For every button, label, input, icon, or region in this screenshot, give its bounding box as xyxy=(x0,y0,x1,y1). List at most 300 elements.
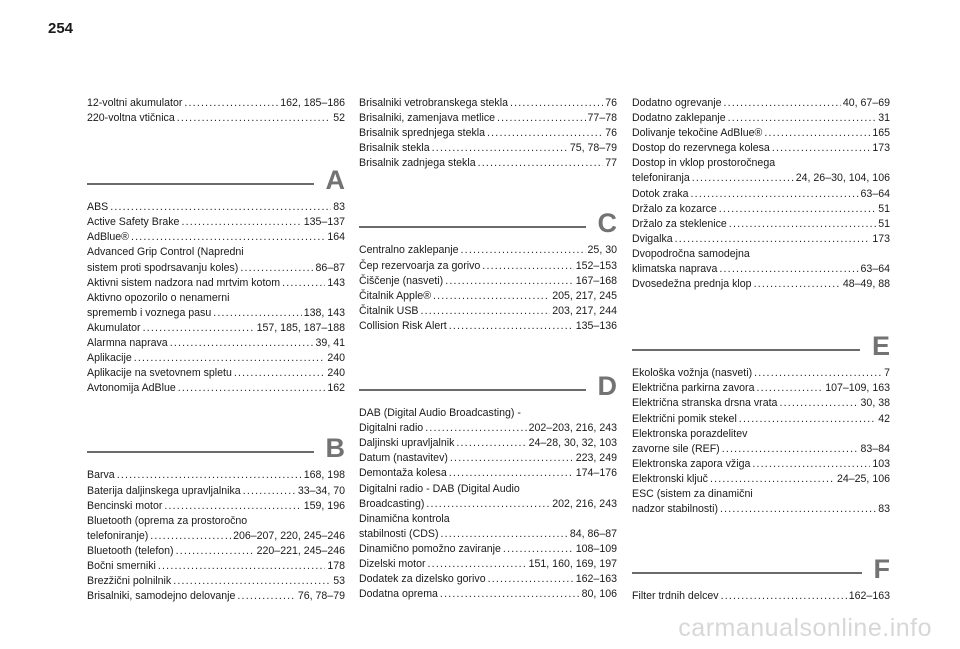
section-letter: A xyxy=(325,165,345,196)
index-entry xyxy=(359,557,617,572)
index-pages: 76, 78–79 xyxy=(297,590,345,603)
dot-leader xyxy=(150,529,231,544)
section-rule xyxy=(87,183,314,185)
index-entry xyxy=(359,274,617,289)
index-entry-line: Bluetooth (oprema za prostoročno xyxy=(87,514,248,527)
index-entry xyxy=(632,96,890,111)
index-entry-line: Digitalni radio - DAB (Digital Audio xyxy=(359,482,520,495)
index-pages: 83–84 xyxy=(860,442,890,455)
index-entry xyxy=(87,276,345,291)
index-term: Datum (nastavitev) xyxy=(359,452,448,465)
dot-leader xyxy=(234,366,325,381)
index-term: Bočni smerniki xyxy=(87,559,156,572)
index-entry-row xyxy=(87,589,345,604)
dot-leader xyxy=(754,277,841,292)
index-entry-row xyxy=(632,412,890,427)
index-pages: 205, 217, 245 xyxy=(552,289,617,302)
index-entry xyxy=(87,484,345,499)
index-term: Demontaža kolesa xyxy=(359,467,447,480)
index-entry-row xyxy=(359,451,617,466)
index-term: Filter trdnih delcev xyxy=(632,590,719,603)
index-pages: 206–207, 220, 245–246 xyxy=(233,529,345,542)
index-pages: 108–109 xyxy=(575,542,617,555)
index-entry-row xyxy=(87,321,345,336)
index-entry-row xyxy=(87,468,345,483)
index-entry-row xyxy=(87,544,345,559)
index-entry xyxy=(87,544,345,559)
dot-leader xyxy=(724,96,841,111)
dot-leader xyxy=(449,319,574,334)
index-entry-row xyxy=(87,200,345,215)
index-term: Baterija daljinskega upravljalnika xyxy=(87,484,241,497)
index-term: Čitalnik Apple® xyxy=(359,289,431,302)
index-entry-line: Aktivno opozorilo o nenamerni xyxy=(87,291,230,304)
index-term: Aktivni sistem nadzora nad mrtvim kotom xyxy=(87,276,281,289)
dot-leader xyxy=(176,544,255,559)
dot-leader xyxy=(170,336,314,351)
entry-list xyxy=(87,200,345,396)
dot-leader xyxy=(692,171,794,186)
index-pages: 202–203, 216, 243 xyxy=(528,422,617,435)
index-entry xyxy=(87,200,345,215)
index-entry xyxy=(359,466,617,481)
index-entry-row xyxy=(359,527,617,542)
index-entry-row xyxy=(87,336,345,351)
index-entry xyxy=(87,468,345,483)
index-pages: 76 xyxy=(605,127,617,140)
index-entry xyxy=(359,96,617,111)
index-term: Elektronski ključ xyxy=(632,472,708,485)
index-pages: 203, 217, 244 xyxy=(552,304,617,317)
index-term: Elektronska zapora vžiga xyxy=(632,457,751,470)
index-pages: 157, 185, 187–188 xyxy=(256,321,345,334)
index-entry xyxy=(632,427,890,457)
index-entry-row xyxy=(87,484,345,499)
dot-leader xyxy=(461,243,586,258)
dot-leader xyxy=(721,589,847,604)
index-pages: 83 xyxy=(878,503,890,516)
index-pages: 77–78 xyxy=(587,112,617,125)
index-entry xyxy=(359,436,617,451)
dot-leader xyxy=(143,321,255,336)
index-entry-row xyxy=(632,141,890,156)
index-pages: 167–168 xyxy=(575,274,617,287)
dot-leader xyxy=(764,126,870,141)
index-entry-row xyxy=(632,96,890,111)
index-pages: 174–176 xyxy=(575,467,617,480)
index-pages: 51 xyxy=(878,217,890,230)
index-entry xyxy=(632,412,890,427)
index-pages: 75, 78–79 xyxy=(569,142,617,155)
index-term: Daljinski upravljalnik xyxy=(359,437,455,450)
section-rule xyxy=(359,226,586,228)
index-pages: 42 xyxy=(878,412,890,425)
index-entry-row xyxy=(87,499,345,514)
index-entry xyxy=(87,366,345,381)
index-term: nadzor stabilnosti) xyxy=(632,503,718,516)
index-pages: 84, 86–87 xyxy=(569,527,617,540)
index-entry xyxy=(359,451,617,466)
index-pages: 7 xyxy=(884,367,890,380)
index-term: Čitalnik USB xyxy=(359,304,419,317)
dot-leader xyxy=(432,141,568,156)
dot-leader xyxy=(134,351,326,366)
index-pages: 220–221, 245–246 xyxy=(256,544,345,557)
index-pages: 30, 38 xyxy=(860,397,890,410)
index-entry xyxy=(87,321,345,336)
index-entry xyxy=(632,247,890,277)
dot-leader xyxy=(420,304,550,319)
dot-leader xyxy=(710,472,835,487)
index-term: Aplikacije xyxy=(87,352,132,365)
index-pages: 151, 160, 169, 197 xyxy=(528,557,617,570)
index-term: Električna stranska drsna vrata xyxy=(632,397,778,410)
index-term: Dinamično pomožno zaviranje xyxy=(359,542,501,555)
index-column-3 xyxy=(632,96,890,604)
index-entry xyxy=(632,277,890,292)
dot-leader xyxy=(752,457,870,472)
index-entry-row xyxy=(87,111,345,126)
index-entry xyxy=(359,319,617,334)
index-pages: 143 xyxy=(327,276,345,289)
index-entry xyxy=(87,589,345,604)
index-entry xyxy=(359,304,617,319)
index-entry-row xyxy=(632,502,890,517)
dot-leader xyxy=(719,202,876,217)
index-term: telefoniranje) xyxy=(87,529,149,542)
index-term: klimatska naprava xyxy=(632,263,718,276)
index-term: Brisalnik zadnjega stekla xyxy=(359,157,476,170)
section-letter: D xyxy=(597,371,617,402)
index-entry-row xyxy=(359,542,617,557)
index-pages: 162–163 xyxy=(848,590,890,603)
dot-leader xyxy=(497,111,586,126)
index-pages: 53 xyxy=(333,575,345,588)
index-entry-line: Dinamična kontrola xyxy=(359,512,450,525)
index-entry-row xyxy=(359,572,617,587)
entry-list xyxy=(632,366,890,517)
index-entry-row xyxy=(87,306,345,321)
index-entry xyxy=(632,366,890,381)
index-entry xyxy=(632,111,890,126)
index-term: Collision Risk Alert xyxy=(359,319,447,332)
index-pages: 51 xyxy=(878,202,890,215)
section-header-b xyxy=(87,430,345,462)
index-pages: 223, 249 xyxy=(575,452,617,465)
index-pages: 63–64 xyxy=(860,263,890,276)
index-entry xyxy=(87,351,345,366)
index-pages: 164 xyxy=(327,231,345,244)
index-entry-row xyxy=(359,141,617,156)
index-term: Držalo za steklenice xyxy=(632,217,727,230)
index-entry-row xyxy=(87,96,345,111)
index-pages: 63–64 xyxy=(860,187,890,200)
index-entry-row xyxy=(632,232,890,247)
dot-leader xyxy=(691,187,859,202)
dot-leader xyxy=(772,141,871,156)
index-entry-row xyxy=(359,436,617,451)
index-entry-row xyxy=(359,557,617,572)
index-term: Avtonomija AdBlue xyxy=(87,382,176,395)
dot-leader xyxy=(428,557,527,572)
dot-leader xyxy=(177,111,331,126)
index-entry-line: Dvopodročna samodejna xyxy=(632,247,750,260)
index-term: Brezžični polnilnik xyxy=(87,575,172,588)
index-entry-row xyxy=(359,96,617,111)
index-entry xyxy=(359,289,617,304)
section-letter: C xyxy=(597,208,617,239)
dot-leader xyxy=(117,468,302,483)
index-entry-row xyxy=(632,472,890,487)
index-entry-row xyxy=(632,111,890,126)
index-entry-line: DAB (Digital Audio Broadcasting) - xyxy=(359,407,521,420)
index-column-1 xyxy=(87,96,345,604)
dot-leader xyxy=(449,466,574,481)
index-entry xyxy=(632,217,890,232)
index-pages: 165 xyxy=(872,127,890,140)
index-pages: 86–87 xyxy=(315,261,345,274)
dot-leader xyxy=(754,366,882,381)
index-entry-row xyxy=(87,381,345,396)
index-entry xyxy=(359,482,617,512)
dot-leader xyxy=(450,451,574,466)
index-pages: 240 xyxy=(327,352,345,365)
index-entry xyxy=(359,126,617,141)
index-term: Čiščenje (nasveti) xyxy=(359,274,444,287)
dot-leader xyxy=(503,542,574,557)
index-term: Broadcasting) xyxy=(359,497,425,510)
entry-list xyxy=(359,406,617,602)
index-entry xyxy=(87,559,345,574)
index-entry-row xyxy=(87,230,345,245)
index-entry-row xyxy=(632,381,890,396)
index-term: ABS xyxy=(87,201,109,214)
index-entry-row xyxy=(632,396,890,411)
index-term: Dolivanje tekočine AdBlue® xyxy=(632,127,763,140)
index-pages: 40, 67–69 xyxy=(842,97,890,109)
index-pages: 202, 216, 243 xyxy=(552,497,617,510)
index-entry xyxy=(87,574,345,589)
index-pages: 76 xyxy=(605,97,617,109)
index-entry xyxy=(359,243,617,258)
index-term: Električna parkirna zavora xyxy=(632,382,755,395)
index-pages: 33–34, 70 xyxy=(297,484,345,497)
index-entry xyxy=(359,572,617,587)
dot-leader xyxy=(478,156,604,171)
dot-leader xyxy=(739,412,876,427)
index-entry-row xyxy=(632,262,890,277)
index-term: Digitalni radio xyxy=(359,422,424,435)
index-entry-row xyxy=(359,243,617,258)
index-pages: 173 xyxy=(872,142,890,155)
index-pages: 159, 196 xyxy=(303,499,345,512)
index-pages: 152–153 xyxy=(575,259,617,272)
section-rule xyxy=(632,349,860,351)
index-pages: 39, 41 xyxy=(315,337,345,350)
index-entry-row xyxy=(87,529,345,544)
dot-leader xyxy=(722,442,859,457)
index-entry-row xyxy=(632,202,890,217)
index-entry-row xyxy=(359,304,617,319)
dot-leader xyxy=(425,421,526,436)
index-entry xyxy=(87,336,345,351)
section-rule xyxy=(87,451,314,453)
index-entry-row xyxy=(632,442,890,457)
index-entry xyxy=(359,542,617,557)
index-entry-row xyxy=(87,574,345,589)
index-term: telefoniranja xyxy=(632,172,690,185)
entry-list xyxy=(87,96,345,126)
dot-leader xyxy=(440,587,580,602)
index-pages: 135–137 xyxy=(303,216,345,229)
index-term: Barva xyxy=(87,469,115,482)
index-entry-row xyxy=(87,276,345,291)
index-entry xyxy=(359,111,617,126)
dot-leader xyxy=(158,559,325,574)
index-entry xyxy=(87,111,345,126)
index-entry xyxy=(632,202,890,217)
index-entry-line: ESC (sistem za dinamični xyxy=(632,487,753,500)
page-number: 254 xyxy=(48,20,74,37)
index-term: Dotok zraka xyxy=(632,187,689,200)
index-entry-row xyxy=(632,187,890,202)
dot-leader xyxy=(445,274,574,289)
index-pages: 103 xyxy=(872,457,890,470)
index-entry xyxy=(359,406,617,436)
index-term: Čep rezervoarja za gorivo xyxy=(359,259,481,272)
dot-leader xyxy=(243,484,296,499)
index-term: Dizelski motor xyxy=(359,557,426,570)
index-term: Brisalnik sprednjega stekla xyxy=(359,127,486,140)
index-entry xyxy=(632,487,890,517)
index-pages: 31 xyxy=(878,112,890,125)
index-pages: 24–25, 106 xyxy=(836,472,890,485)
index-entry-line: Advanced Grip Control (Napredni xyxy=(87,246,244,259)
dot-leader xyxy=(164,499,301,514)
entry-list xyxy=(359,96,617,171)
index-entry xyxy=(632,126,890,141)
index-entry xyxy=(359,587,617,602)
index-entry xyxy=(632,141,890,156)
section-header-a xyxy=(87,162,345,194)
index-entry-line: Elektronska porazdelitev xyxy=(632,427,748,440)
dot-leader xyxy=(173,574,331,589)
index-pages: 135–136 xyxy=(575,319,617,332)
dot-leader xyxy=(482,259,573,274)
index-pages: 162–163 xyxy=(575,573,617,586)
index-entry-row xyxy=(87,261,345,276)
index-term: Bluetooth (telefon) xyxy=(87,544,174,557)
index-term: sprememb i voznega pasu xyxy=(87,306,212,319)
index-entry-row xyxy=(359,319,617,334)
index-entry xyxy=(87,215,345,230)
index-pages: 24–28, 30, 32, 103 xyxy=(528,437,617,450)
index-entry-row xyxy=(87,366,345,381)
index-entry-row xyxy=(359,421,617,436)
index-term: Dvosedežna prednja klop xyxy=(632,278,752,291)
dot-leader xyxy=(510,96,603,111)
index-pages: 138, 143 xyxy=(303,306,345,319)
index-pages: 178 xyxy=(327,559,345,572)
index-entry xyxy=(87,514,345,544)
index-term: Centralno zaklepanje xyxy=(359,244,459,257)
index-pages: 80, 106 xyxy=(581,588,617,601)
index-term: Dodatna oprema xyxy=(359,588,438,601)
index-entry xyxy=(632,381,890,396)
section-letter: F xyxy=(873,554,890,585)
index-entry xyxy=(87,245,345,275)
index-entry xyxy=(632,396,890,411)
section-letter: E xyxy=(871,331,890,362)
index-pages: 77 xyxy=(605,157,617,170)
index-entry-row xyxy=(632,171,890,186)
index-pages: 162 xyxy=(327,382,345,395)
index-entry-row xyxy=(632,366,890,381)
index-term: Aplikacije na svetovnem spletu xyxy=(87,367,232,380)
section-rule xyxy=(632,572,862,574)
index-entry xyxy=(87,381,345,396)
dot-leader xyxy=(756,381,823,396)
dot-leader xyxy=(488,572,574,587)
index-pages: 240 xyxy=(327,367,345,380)
index-term: Active Safety Brake xyxy=(87,216,180,229)
dot-leader xyxy=(675,232,871,247)
index-entry xyxy=(87,230,345,245)
index-entry-row xyxy=(359,126,617,141)
index-term: Dodatno ogrevanje xyxy=(632,97,722,109)
index-entry-row xyxy=(87,559,345,574)
index-term: Brisalnik stekla xyxy=(359,142,430,155)
dot-leader xyxy=(433,289,550,304)
index-entry-line: Dostop in vklop prostoročnega xyxy=(632,157,776,170)
index-entry-row xyxy=(87,351,345,366)
index-entry xyxy=(87,96,345,111)
watermark: carmanualsonline.info xyxy=(678,614,932,642)
index-entry-row xyxy=(359,289,617,304)
index-entry xyxy=(632,472,890,487)
dot-leader xyxy=(213,306,302,321)
dot-leader xyxy=(426,497,550,512)
index-entry xyxy=(632,589,890,604)
index-entry-row xyxy=(632,277,890,292)
index-pages: 107–109, 163 xyxy=(825,382,890,395)
dot-leader xyxy=(181,215,301,230)
index-term: Brisalniki, zamenjava metlice xyxy=(359,112,496,125)
dot-leader xyxy=(728,111,877,126)
index-term: 220-voltna vtičnica xyxy=(87,112,175,125)
index-pages: 168, 198 xyxy=(303,469,345,482)
index-entry-row xyxy=(359,466,617,481)
index-term: Bencinski motor xyxy=(87,499,163,512)
index-entry-row xyxy=(87,215,345,230)
index-term: Akumulator xyxy=(87,321,141,334)
index-pages: 162, 185–186 xyxy=(280,97,345,109)
dot-leader xyxy=(110,200,331,215)
index-term: Dodatek za dizelsko gorivo xyxy=(359,573,486,586)
dot-leader xyxy=(440,527,567,542)
dot-leader xyxy=(131,230,325,245)
index-entry-row xyxy=(632,126,890,141)
section-header-c xyxy=(359,205,617,237)
dot-leader xyxy=(456,436,526,451)
index-term: sistem proti spodrsavanju koles) xyxy=(87,261,239,274)
index-term: stabilnosti (CDS) xyxy=(359,527,439,540)
index-entry xyxy=(632,232,890,247)
index-entry xyxy=(87,291,345,321)
index-entry-row xyxy=(359,274,617,289)
index-term: Brisalniki vetrobranskega stekla xyxy=(359,97,508,109)
dot-leader xyxy=(720,502,876,517)
